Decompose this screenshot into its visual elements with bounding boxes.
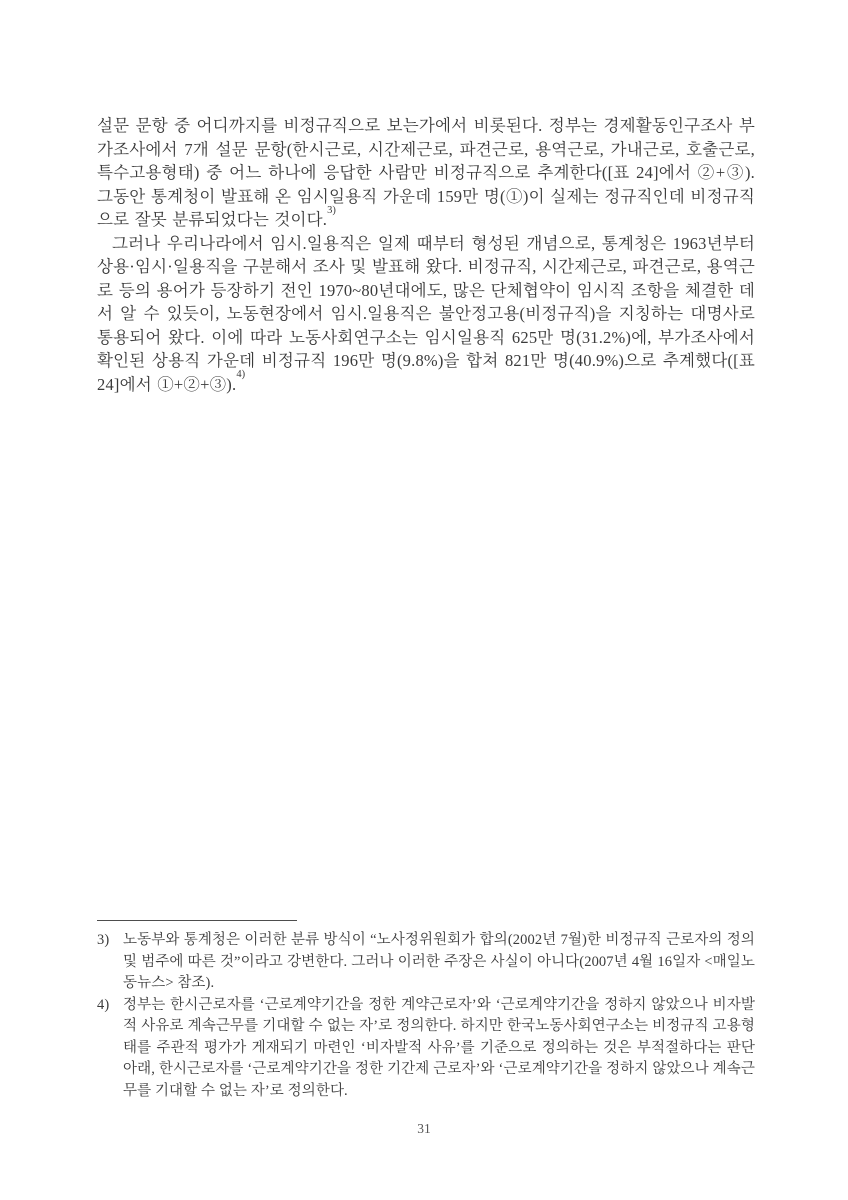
body-paragraph-1	[97, 114, 755, 232]
footnotes-section	[97, 920, 755, 1102]
footnote-ref-4: 4)	[236, 369, 246, 380]
footnote-ref-3: 3)	[327, 204, 336, 216]
footnote-3-marker: 3)	[97, 932, 110, 948]
paragraph-2-text: 그러나 우리나라에서 임시.일용직은 일제 때부터 형성된 개념으로, 통계청은 1963년부터 상용·임시·일용직을 구분해서 조사 및 발표해 왔다. 비정규직, 시간제근로, 파견근로, 용역근로 등의 용어가 등장하기 전인 1970~80년대에도, 많은 단체협약이 임시직 조항을 체결한 데서 알 수 있듯이, 노동현장에서 임시.일용직은 불안정고용(비정규직)을 지칭하는 대명사로 통용되어 왔다. 이에 따라 노동사회연구소는 임시일용직 625만 명(31.2%)에, 부가조사에서 확인된 상용직 가운데 비정규직 196만 명(9.8%)을 합쳐 821만 명(40.9%)으로 추계했다([표 24]에서 ①+②+③).	[97, 233, 755, 394]
footnote-separator	[97, 920, 297, 921]
paragraph-1-text: 설문 문항 중 어디까지를 비정규직으로 보는가에서 비롯된다. 정부는 경제활동인구조사 부가조사에서 7개 설문 문항(한시근로, 시간제근로, 파견근로, 용역근로, 가내근로, 호출근로, 특수고용형태) 중 어느 하나에 응답한 사람만 비정규직으로 추계한다([표 24]에서 ②+③). 그동안 통계청이 발표해 온 임시일용직 가운데 159만 명(①)이 실제는 정규직인데 비정규직으로 잘못 분류되었다는 것이다.	[97, 116, 755, 229]
footnote-4-text: 정부는 한시근로자를 ‘근로계약기간을 정한 계약근로자’와 ‘근로계약기간을 정하지 않았으나 비자발적 사유로 계속근무를 기대할 수 없는 자’로 정의한다. 하지만 한국노동사회연구소는 비정규직 고용형태를 주관적 평가가 게재되기 마련인 ‘비자발적 사유’를 기준으로 정의하는 것은 부적절하다는 판단 아래, 한시근로자를 ‘근로계약기간을 정한 기간제 근로자’와 ‘근로계약기간을 정하지 않았으나 계속근무를 기대할 수 없는 자’로 정의한다.	[123, 996, 755, 1099]
page-body	[97, 114, 755, 396]
footnote-item-3	[97, 930, 755, 995]
page-number: 31	[417, 1121, 431, 1136]
footnote-3-text: 노동부와 통계청은 이러한 분류 방식이 “노사정위원회가 합의(2002년 7월)한 비정규직 근로자의 정의 및 범주에 따른 것”이라고 강변한다. 그러나 이러한 주장은 사실이 아니다(2007년 4월 16일자 <매일노동뉴스> 참조).	[123, 932, 755, 991]
footnote-item-4	[97, 995, 755, 1103]
body-paragraph-2	[97, 232, 755, 397]
footnote-4-marker: 4)	[97, 996, 110, 1013]
